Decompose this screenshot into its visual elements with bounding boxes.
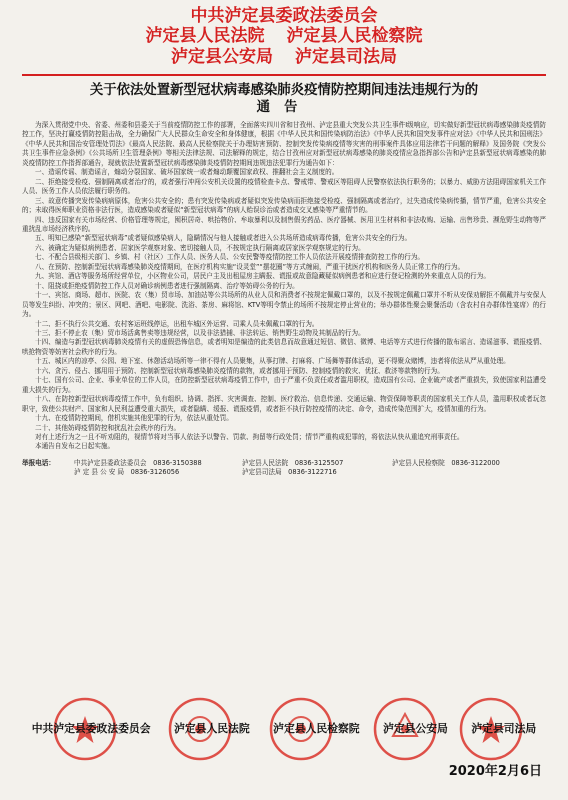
report-entry: 泸定县司法局 0836-3122716 [242,468,337,477]
body-paragraph: 十五、城区内的凉亭、公园、地下室、休憩活动场所等一律不得有人员聚集，从事打牌、打麻将、广场舞等群体活动，更不得聚众赌博，违者将依法从严从重处理。 [35,357,510,366]
body-paragraph: 一、造谣传谣、制造谣言，煽动分裂国家、破坏国家统一或者煽动颠覆国家政权、推翻社会主义制度的。 [35,168,339,177]
header-court: 泸定县人民法院 [145,26,265,46]
body-paragraph: 二、拒绝接受检疫、强制隔离或者治疗的，或者强行冲闯公安机关设置的疫情检查卡点、警戒带、警戒区等阻碍人民警察依法执行职务的；以暴力、威胁方法阻碍国家机关工作人员、医务工作人员依法履行职务的。 [22,177,546,196]
body-paragraph: 对有上述行为之一且不听劝阻的，视情节将对当事人依法予以警告、罚款、拘留等行政处罚；情节严重构成犯罪的，将依法从快从重追究刑事责任。 [35,432,464,441]
signature-police: 泸定县公安局 [383,722,448,735]
body-paragraph: 三、故意传播突发传染病病原体，危害公共安全的；患有突发传染病或者疑似突发传染病而拒绝接受检疫、强制隔离或者治疗，过失造成传染病传播，情节严重，危害公共安全的；未取得医师职业资格非法行医，造成感染或者疑似“新型冠状病毒”的病人贻误诊治或者造成交叉感染等严重情节的。 [22,196,546,215]
body-paragraph: 八、在预防、控制新型冠状病毒感染肺炎疫情期间，在医疗机构实施“设灵堂”“摆花圈”等方式缠闹，严重干扰医疗机构和医务人员正常工作的行为。 [35,262,465,271]
report-entry: 泸 定 县 公 安 局 0836-3126056 [74,468,180,477]
signature-committee: 中共泸定县委政法委员会 [31,722,151,735]
header-line-court-procuratorate [22,28,546,49]
notice-title: 关于依法处置新型冠状病毒感染肺炎疫情防控期间违法违规行为的 [89,83,479,98]
signature-court: 泸定县人民法院 [174,722,250,735]
body-paragraph: 十二、拒不执行公共交通、农村客运班线停运，出租车城区外运营、司乘人员未佩戴口罩的行为。 [35,319,319,328]
body-paragraph: 五、明知已感染“新型冠状病毒”或者疑似感染病人，隐瞒情况与他人接触或者进入公共场所造成病毒传播，危害公共安全的行为。 [35,234,412,243]
body-paragraph: 十一、宾馆、商场、超市、医院、农（集）贸市场、加油站等公共场所的从业人员和消费者不按规定佩戴口罩的，以及不按规定佩戴口罩并不听从安保劝解拒不佩戴并与安保人员等发生纠纷、冲突的；景区、网吧、酒吧、电影院、洗浴、茶房、麻将馆、KTV等明令禁止的场所不按规定停止营业的；举办群体性聚会聚餐活动（含农村自办群体性宴席）的行为。 [22,291,546,319]
body-paragraph: 十九、在疫情防控期间，借机实施其他犯罪的行为，依法从重处罚。 [35,414,233,423]
notice-body [22,121,546,452]
body-paragraph: 七、不配合县级相关部门、乡镇、村（社区）工作人员、医务人员、公安民警等疫情防控工作人员依法开展疫情排查防控工作的行为。 [35,253,425,262]
report-entry: 中共泸定县委政法委员会 0836-3150388 [74,458,202,467]
red-divider [22,74,546,76]
signature-justice: 泸定县司法局 [471,722,537,735]
body-paragraph: 为深入贯彻党中央、省委、州委和县委关于当前疫情防控工作的部署，全面落实四川省和甘孜州、泸定县重大突发公共卫生事件Ⅰ级响应，切实做好新型冠状病毒感染肺炎疫情防控工作，坚决打赢疫情防控阻击战，全力确保广大人民群众生命安全和身体健康，根据《中华人民共和国传染病防治法》《中华人民共和国突发事件应对法》《中华人民共和国刑法》《中华人民共和国治安管理处罚法》《最高人民法院、最高人民检察院关于办理妨害预防、控制突发传染病疫情等灾害的刑事案件具体应用法律若干问题的解释》及国务院《突发公共卫生事件应急条例》《公共场所卫生管理条例》等相关法律法规、司法解释的规定，结合甘孜州应对新型冠状病毒感染的肺炎疫情应急指挥部公告和泸定县新型冠状病毒感染的肺炎疫情防控工作指挥部通告，现就依法处置新型冠状病毒感染肺炎疫情防控期间违规违法犯罪行为通告如下： [22,121,546,167]
header-justice: 泸定县司法局 [295,47,397,67]
header-police: 泸定县公安局 [171,47,273,67]
signature-procuratorate: 泸定县人民检察院 [273,722,360,735]
body-paragraph: 本通告自发布之日起实施。 [35,442,115,451]
notice-subtitle: 通告 [256,100,312,115]
body-paragraph: 九、宾馆、酒店等服务场所经营单位，小区物业公司，居民户主及出租屋房主瞒报、谎报或故意隐藏疑似病例患者和应进行登记检测的外来重点人员的行为。 [35,272,490,281]
body-paragraph: 十八、在防控新型冠状病毒疫情工作中，负有组织、协调、指挥、灾害调查、控制、医疗救治、信息传递、交通运输、物资保障等职责的国家机关工作人员，滥用职权或者玩忽职守，致使公共财产、国家和人民利益遭受重大损失，或者隐瞒、缓报、谎报疫情，或者拒不执行防控疫情的决定、命令，造成传染范围扩大，疫情加重的行为。 [22,395,546,413]
report-phones [22,459,546,478]
issue-date: 2020年2月6日 [448,764,542,779]
body-paragraph: 十六、贪污、侵占、挪用用于预防、控制新型冠状病毒感染肺炎疫情的款物，或者挪用于预防、控制疫情的救灾、优抚、救济等款物的行为。 [35,366,444,375]
body-paragraph: 四、违反国家有关市场经营、价格管理等规定，囤积居奇、哄抬物价、牟取暴利以及制售假劣药品、医疗器械、医用卫生材料和非法收购、运输、出售珍贵、濒危野生动物等严重扰乱市场经济秩序的。 [22,215,546,233]
body-paragraph: 二十、其他妨碍疫情防控和扰乱社会秩序的行为。 [35,423,181,432]
body-paragraph: 六、被确定为疑似病例患者、居家医学观察对象、密切接触人员，不按规定执行隔离或居家医学观察规定的行为。 [35,243,365,252]
report-entry: 泸定县人民法院 0836-3125507 [242,458,344,467]
report-row [22,459,546,469]
report-row [22,468,546,478]
report-label: 举报电话： [22,458,55,467]
signature-names [0,721,568,736]
header-line-committee: 中共泸定县委政法委员会 [190,6,378,26]
body-paragraph: 十四、编造与新型冠状病毒肺炎疫情有关的虚假恐怖信息，或者明知是编造的此类信息而故意通过短信、微信、微博、电话等方式进行传播的散布谣言、造谣滋事、谎报疫情、哄抢物资等妨害社会秩序的行为。 [22,338,546,356]
issuer-header [22,8,546,70]
body-paragraph: 十七、国有公司、企业、事业单位的工作人员，在防控新型冠状病毒疫情工作中，由于严重不负责任或者滥用职权，造成国有公司、企业破产或者严重损失，致使国家利益遭受重大损失的行为。 [22,376,546,394]
body-paragraph: 十、阻挠或拒绝疫情防控工作人员对确诊病例患者进行强制隔离、治疗等妨碍公务的行为。 [35,281,299,290]
report-entry: 泸定县人民检察院 0836-3122000 [392,458,500,467]
header-procuratorate: 泸定县人民检察院 [286,26,423,46]
body-paragraph: 十三、拒不停止农（集）贸市场活禽售卖等违规经营，以及非法猎捕、非法转运、销售野生动物及其制品的行为。 [35,328,365,337]
header-line-police-justice [22,49,546,70]
